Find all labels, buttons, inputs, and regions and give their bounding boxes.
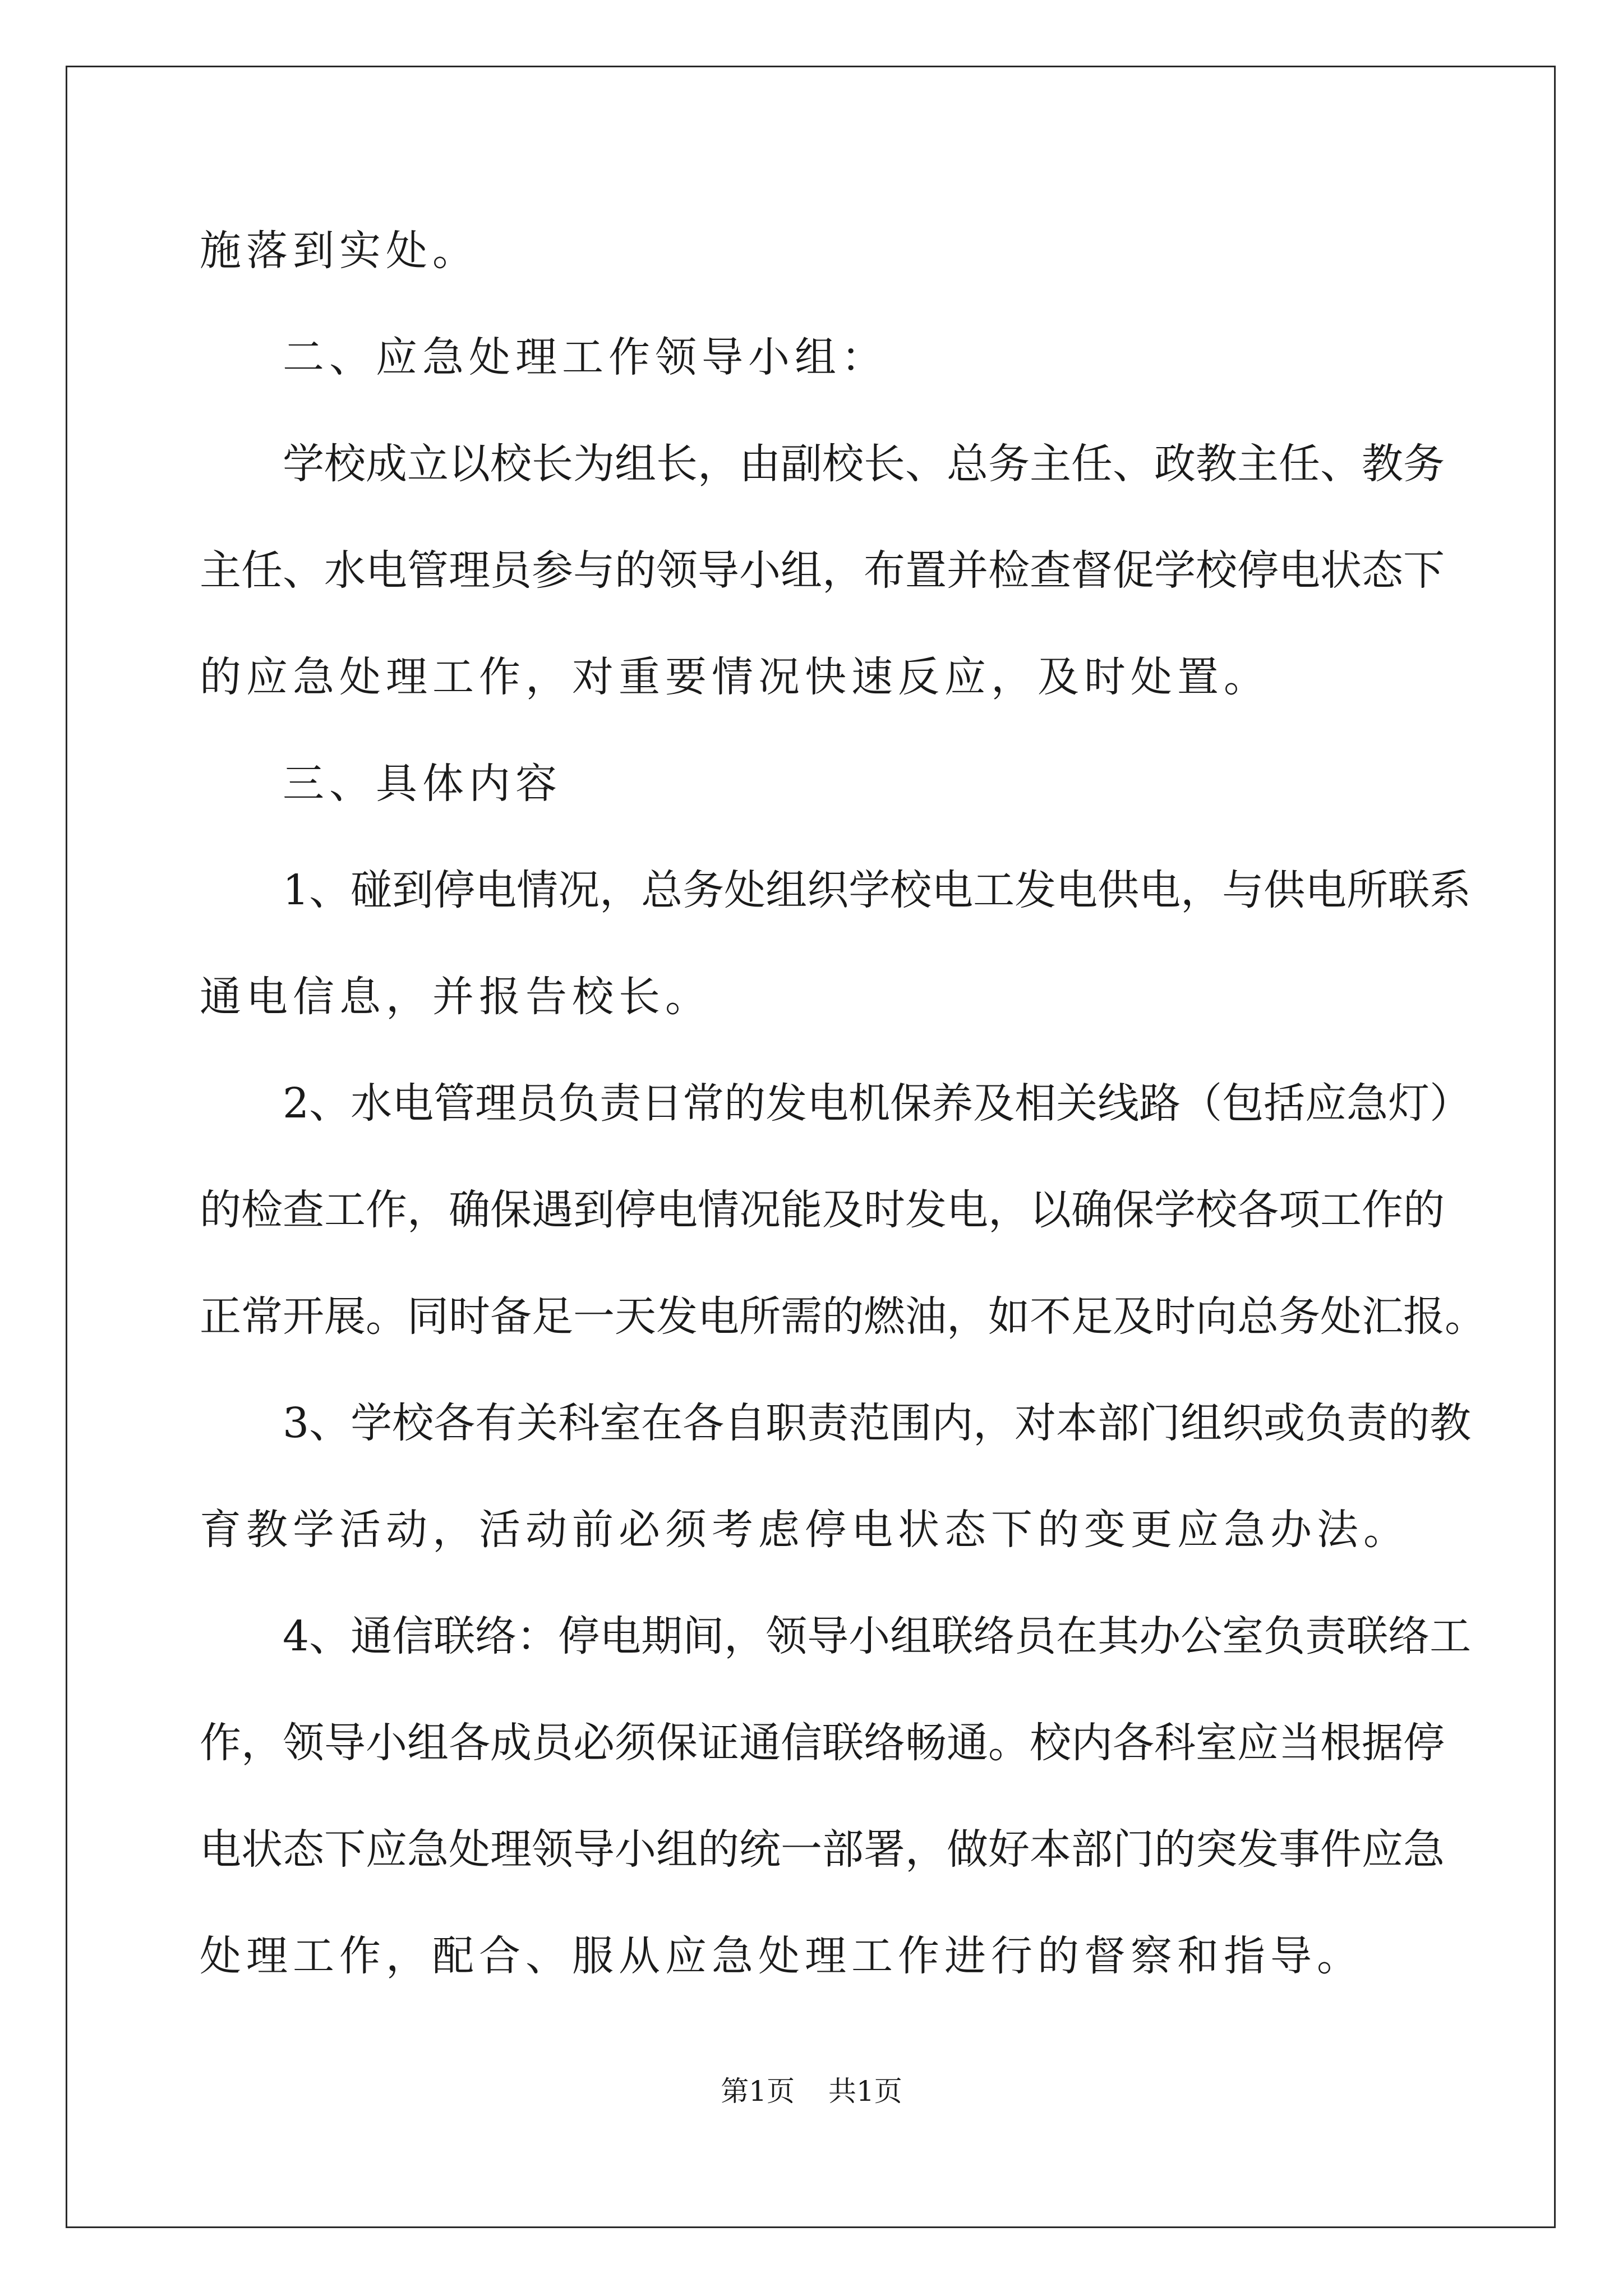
text-line: 1、碰到停电情况，总务处组织学校电工发电供电，与供电所联系 [283,866,1472,914]
text-line: 的应急处理工作，对重要情况快速反应，及时处置。 [200,653,1270,701]
document-body [200,197,1486,2009]
text-line: 3、学校各有关科室在各自职责范围内，对本部门组织或负责的教 [283,1399,1472,1447]
text-line: 育教学活动，活动前必须考虑停电状态下的变更应急办法。 [200,1506,1410,1554]
text-line: 二、应急处理工作领导小组： [283,333,888,381]
text-line: 施落到实处。 [200,227,479,275]
page-footer [0,2072,1623,2111]
text-line: 正常开展。同时备足一天发电所需的燃油，如不足及时向总务处汇报。 [200,1292,1486,1341]
text-line: 电状态下应急处理领导小组的统一部署，做好本部门的突发事件应急 [200,1825,1445,1874]
page-number-total: 共1页 [828,2075,902,2108]
text-line: 处理工作，配合、服从应急处理工作进行的督察和指导。 [200,1932,1363,1980]
text-line: 学校成立以校长为组长，由副校长、总务主任、政教主任、教务 [283,440,1445,488]
text-line: 三、具体内容 [283,760,562,808]
text-line: 2、水电管理员负责日常的发电机保养及相关线路（包括应急灯） [283,1079,1472,1128]
text-line: 的检查工作，确保遇到停电情况能及时发电，以确保学校各项工作的 [200,1186,1445,1234]
text-line: 主任、水电管理员参与的领导小组，布置并检查督促学校停电状态下 [200,546,1445,595]
text-line: 通电信息，并报告校长。 [200,973,712,1021]
text-line: 4、通信联络：停电期间，领导小组联络员在其办公室负责联络工 [283,1612,1472,1660]
page-number-current: 第1页 [721,2075,795,2108]
text-line: 作，领导小组各成员必须保证通信联络畅通。校内各科室应当根据停 [200,1719,1445,1767]
